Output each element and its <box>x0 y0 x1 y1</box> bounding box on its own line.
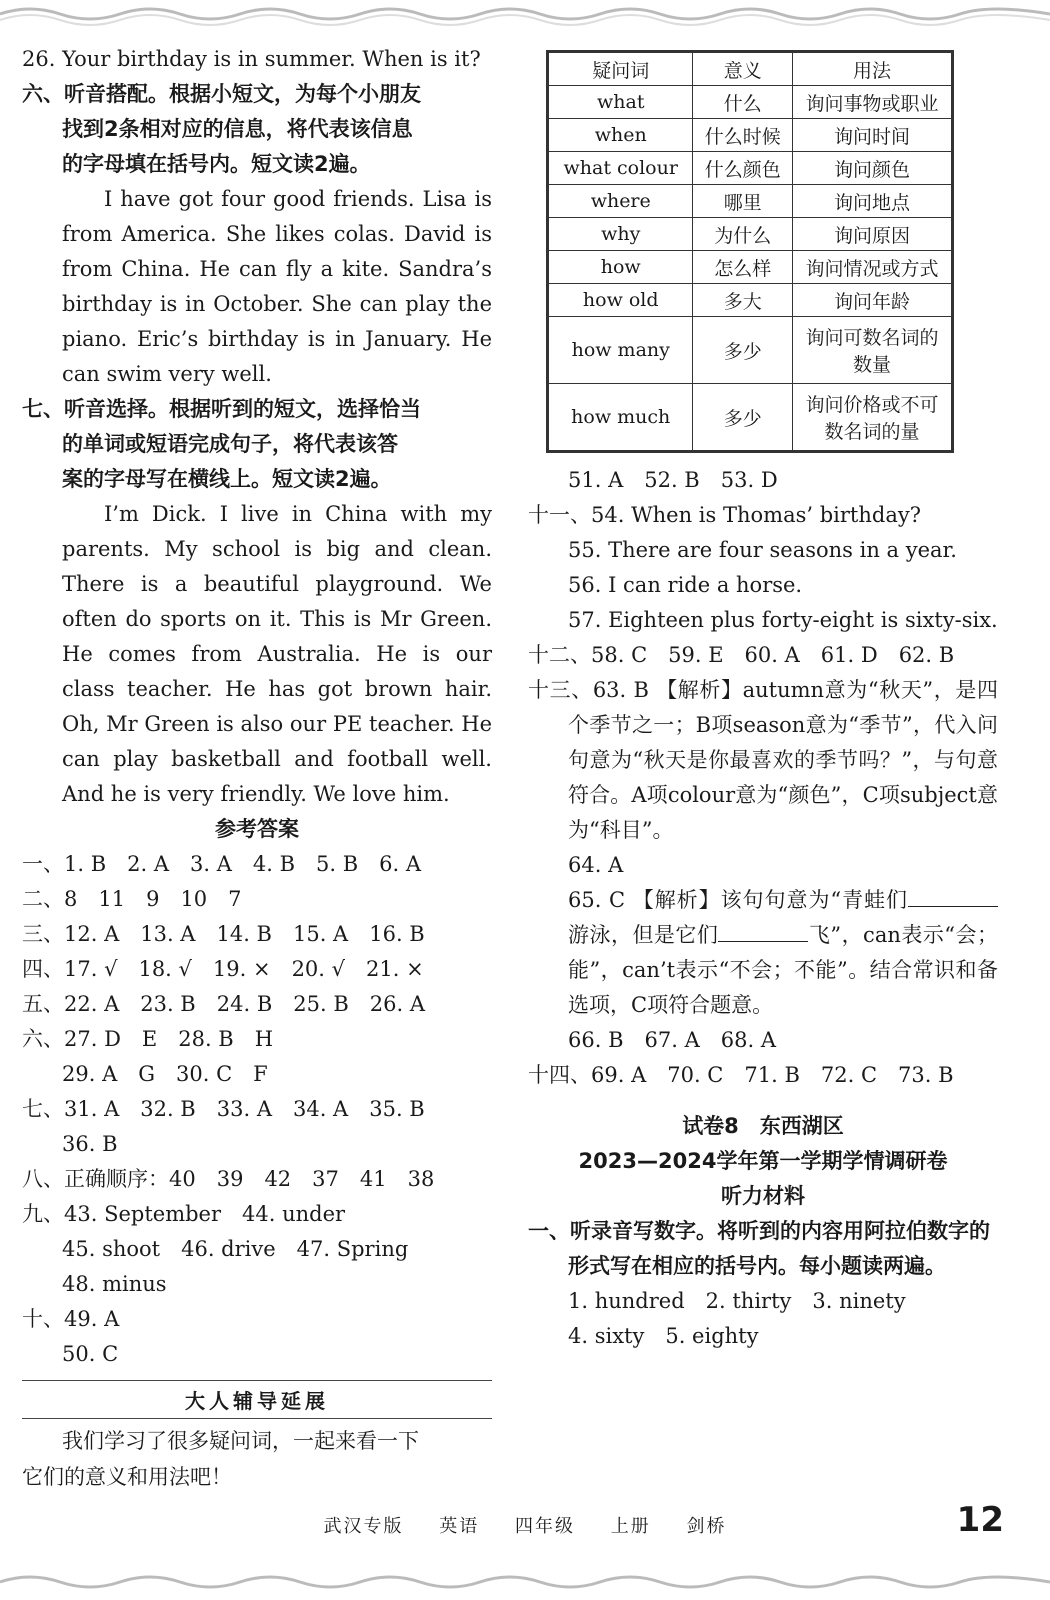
footer: 武汉专版 英语 四年级 上册 剑桥 <box>323 1516 727 1537</box>
table-cell: 多大 <box>693 284 793 317</box>
section-7-passage: I’m Dick. I live in China with my parents. My school is big and clean. There is a beautiful playground. We often do sports on it. This is Mr Green. He comes from Australia. He is our class teacher. He has got brown hair. Oh, Mr Green is also our PE teacher. He can play basketball and football well. And he is very friendly. We love him. <box>62 502 492 806</box>
right-answers <box>528 463 998 673</box>
table-cell: 询问可数名词的数量 <box>793 317 952 384</box>
extension-text: 我们学习了很多疑问词，一起来看一下 它们的意义和用法吧！ <box>22 1429 419 1489</box>
answer-line: 56. I can ride a horse. <box>568 573 803 597</box>
answer-line: 一、1. B 2. A 3. A 4. B 5. B 6. A <box>22 852 422 876</box>
answer-line: 55. There are four seasons in a year. <box>568 538 957 562</box>
table-cell: 询问时间 <box>793 119 952 152</box>
bottom-decoration <box>0 1560 1050 1600</box>
table-row <box>549 317 952 384</box>
answer-63: 十三、63. B 【解析】autumn意为“秋天”，是四个季节之一；B项season意为“季节”，代入问句意为“秋天是你最喜欢的季节吗？”，与句意符合。A项colour意为“颜色”，C项subject意为“科目”。 <box>528 678 998 842</box>
listening-title: 听力材料 <box>721 1184 805 1208</box>
table-cell: 什么时候 <box>693 119 793 152</box>
table-cell: how <box>549 251 693 284</box>
answer-line: 四、17. √ 18. √ 19. × 20. √ 21. × <box>22 957 424 981</box>
table-cell: what colour <box>549 152 693 185</box>
table-cell: 询问颜色 <box>793 152 952 185</box>
table-cell: 询问情况或方式 <box>793 251 952 284</box>
section-7-instruction: 七、听音选择。根据听到的短文，选择恰当 的单词或短语完成句子，将代表该答 案的字母写在横线上。短文读2遍。 <box>22 397 421 491</box>
table-cell: 哪里 <box>693 185 793 218</box>
answer-66-68: 66. B 67. A 68. A <box>568 1028 776 1052</box>
answer-line: 50. C <box>62 1342 119 1366</box>
table-cell: 询问原因 <box>793 218 952 251</box>
table-cell: 什么 <box>693 86 793 119</box>
table-cell: where <box>549 185 693 218</box>
table-row <box>549 284 952 317</box>
answer-69-73: 十四、69. A 70. C 71. B 72. C 73. B <box>528 1063 954 1087</box>
right-column <box>528 50 998 1354</box>
left-column <box>22 42 492 1495</box>
top-decoration <box>0 0 1050 30</box>
table-cell: how old <box>549 284 693 317</box>
answer-line: 29. A G 30. C F <box>62 1062 268 1086</box>
table-cell: 询问价格或不可数名词的量 <box>793 384 952 451</box>
section-6-instruction: 六、听音搭配。根据小短文，为每个小朋友 找到2条相对应的信息，将代表该信息 的字母填在括号内。短文读2遍。 <box>22 82 421 176</box>
table-cell: 多少 <box>693 384 793 451</box>
answer-line: 48. minus <box>62 1272 167 1296</box>
table-cell: 询问年龄 <box>793 284 952 317</box>
blank-1 <box>908 885 998 907</box>
section-1-items-2: 4. sixty 5. eighty <box>568 1324 759 1348</box>
table-row <box>549 152 952 185</box>
answer-line: 三、12. A 13. A 14. B 15. A 16. B <box>22 922 425 946</box>
answer-line: 51. A 52. B 53. D <box>568 468 778 492</box>
table-header-cell: 疑问词 <box>549 53 693 86</box>
answer-line: 十一、54. When is Thomas’ birthday? <box>528 503 921 527</box>
answer-65: 65. C 【解析】该句句意为“青蛙们游泳，但是它们 飞”，can表示“会；能”，can’t表示“不会；不能”。结合常识和备选项，C项符合题意。 <box>528 883 998 1023</box>
table-cell: 询问事物或职业 <box>793 86 952 119</box>
table-cell: 为什么 <box>693 218 793 251</box>
table-row <box>549 119 952 152</box>
table-cell: 多少 <box>693 317 793 384</box>
table-cell: what <box>549 86 693 119</box>
table-row <box>549 384 952 451</box>
table-cell: how many <box>549 317 693 384</box>
answer-64: 64. A <box>568 853 624 877</box>
table-row <box>549 185 952 218</box>
answer-line: 十、49. A <box>22 1307 120 1331</box>
paper-title: 试卷8 东西湖区 <box>682 1114 844 1138</box>
answer-line: 57. Eighteen plus forty-eight is sixty-six. <box>568 608 998 632</box>
answers-title: 参考答案 <box>215 817 299 841</box>
table-row <box>549 218 952 251</box>
question-words-table <box>546 50 954 453</box>
section-1-items-1: 1. hundred 2. thirty 3. ninety <box>568 1289 906 1313</box>
table-cell: why <box>549 218 693 251</box>
answer-line: 八、正确顺序：40 39 42 37 41 38 <box>22 1167 435 1191</box>
table-cell: when <box>549 119 693 152</box>
answers-list <box>22 847 492 1372</box>
page-number: 12 <box>956 1500 1004 1540</box>
table-cell: 怎么样 <box>693 251 793 284</box>
table-cell: 什么颜色 <box>693 152 793 185</box>
section-1-instruction: 一、听录音写数字。将听到的内容用阿拉伯数字的形式写在相应的括号内。每小题读两遍。 <box>528 1219 990 1278</box>
table-cell: 询问地点 <box>793 185 952 218</box>
answer-line: 45. shoot 46. drive 47. Spring <box>62 1237 409 1261</box>
table-header-cell: 用法 <box>793 53 952 86</box>
section-6-passage: I have got four good friends. Lisa is from America. She likes colas. David is from China. He can fly a kite. Sandra’s birthday is in October. She can play the piano. Eric’s birthday is in January. He can swim very well. <box>62 187 492 386</box>
answer-line: 九、43. September 44. under <box>22 1202 346 1226</box>
table-row <box>549 86 952 119</box>
answer-line: 36. B <box>62 1132 118 1156</box>
answer-line: 七、31. A 32. B 33. A 34. A 35. B <box>22 1097 425 1121</box>
table-row <box>549 251 952 284</box>
extension-title: 大人辅导延展 <box>22 1380 492 1419</box>
paper-subtitle: 2023—2024学年第一学期学情调研卷 <box>578 1149 948 1173</box>
answer-line: 五、22. A 23. B 24. B 25. B 26. A <box>22 992 425 1016</box>
table-cell: how much <box>549 384 693 451</box>
blank-2 <box>718 920 808 942</box>
table-header-cell: 意义 <box>693 53 793 86</box>
question-26: 26. Your birthday is in summer. When is it? <box>22 47 481 71</box>
answer-line: 六、27. D E 28. B H <box>22 1027 274 1051</box>
answer-line: 二、8 11 9 10 7 <box>22 887 242 911</box>
answer-line: 十二、58. C 59. E 60. A 61. D 62. B <box>528 643 955 667</box>
